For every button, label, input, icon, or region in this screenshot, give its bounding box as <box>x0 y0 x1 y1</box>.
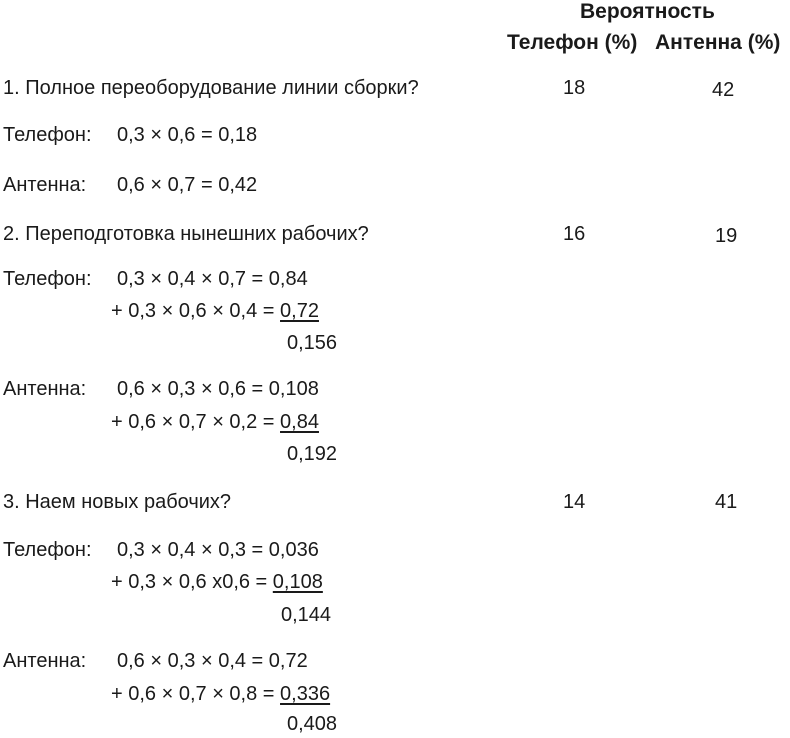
antenna-column-header: Антенна (%) <box>655 31 781 54</box>
q2-antenna-calc-line2: + 0,6 × 0,7 × 0,2 = 0,84 <box>111 411 319 433</box>
q1-phone-label: Телефон: <box>3 124 92 146</box>
q2-phone-calc-line2: + 0,3 × 0,6 × 0,4 = 0,72 <box>111 300 319 322</box>
q2-antenna-percent: 19 <box>715 225 738 247</box>
q3-antenna-calc-line1: 0,6 × 0,3 × 0,4 = 0,72 <box>117 650 308 672</box>
phone-column-header: Телефон (%) <box>507 31 638 54</box>
q2-antenna-total: 0,192 <box>287 443 338 465</box>
question-1: 1. Полное переоборудование линии сборки? <box>3 77 419 99</box>
q2-phone-total: 0,156 <box>287 332 338 354</box>
question-2: 2. Переподготовка нынешних рабочих? <box>3 223 369 245</box>
q3-antenna-label: Антенна: <box>3 650 87 672</box>
q3-phone-underlined-term: 0,108 <box>272 571 323 593</box>
q1-antenna-percent: 42 <box>712 79 735 101</box>
q3-phone-calc-line1: 0,3 × 0,4 × 0,3 = 0,036 <box>117 539 319 561</box>
q2-phone-label: Телефон: <box>3 268 92 290</box>
probability-header: Вероятность <box>580 0 715 23</box>
q2-phone-percent: 16 <box>563 223 586 245</box>
q3-antenna-underlined-term: 0,336 <box>280 683 331 705</box>
q2-antenna-underlined-term: 0,84 <box>280 411 319 433</box>
q3-antenna-percent: 41 <box>715 491 738 513</box>
q3-phone-total: 0,144 <box>281 604 332 626</box>
q2-antenna-calc-line1: 0,6 × 0,3 × 0,6 = 0,108 <box>117 378 319 400</box>
q3-phone-percent: 14 <box>563 491 586 513</box>
q3-antenna-calc-line2: + 0,6 × 0,7 × 0,8 = 0,336 <box>111 683 331 705</box>
q2-antenna-label: Антенна: <box>3 378 87 400</box>
q1-phone-calc: 0,3 × 0,6 = 0,18 <box>117 124 258 146</box>
q2-phone-calc-line1: 0,3 × 0,4 × 0,7 = 0,84 <box>117 268 308 290</box>
q3-antenna-total: 0,408 <box>287 713 338 735</box>
question-3: 3. Наем новых рабочих? <box>3 491 232 513</box>
q1-antenna-calc: 0,6 × 0,7 = 0,42 <box>117 174 258 196</box>
q1-phone-percent: 18 <box>563 77 586 99</box>
q3-phone-calc-line2: + 0,3 × 0,6 x0,6 = 0,108 <box>111 571 323 593</box>
q2-phone-underlined-term: 0,72 <box>280 300 319 322</box>
q1-antenna-label: Антенна: <box>3 174 87 196</box>
q3-phone-label: Телефон: <box>3 539 92 561</box>
